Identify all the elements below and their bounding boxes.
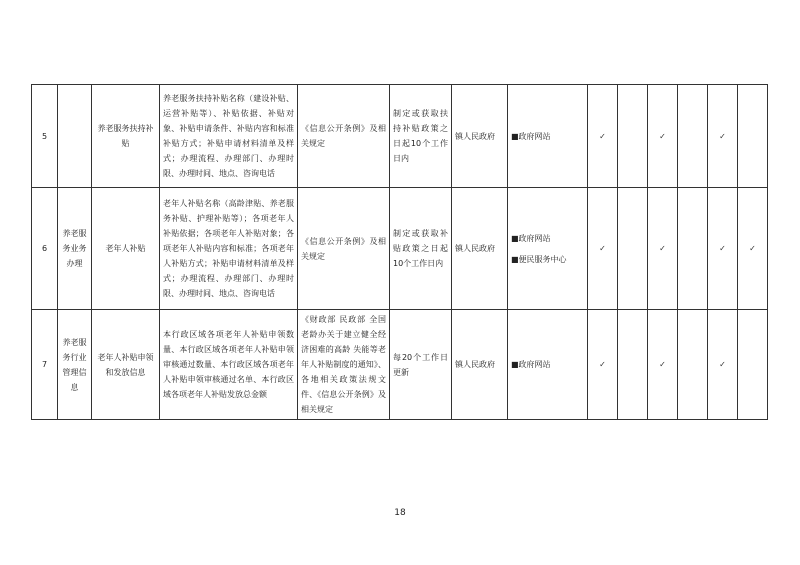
channel-item: ■便民服务中心 [511,254,567,264]
channel-item: ■政府网站 [511,131,551,141]
check-cell [738,85,768,188]
check-cell [678,85,708,188]
check-cell: ✓ [708,85,738,188]
check-cell: ✓ [588,85,618,188]
table-row [32,85,768,188]
check-cell: ✓ [588,310,618,420]
basis-cell: 《财政部 民政部 全国老龄办关于建立健全经济困难的高龄 失能等老年人补贴制度的通知》、各地相关政策法规文件、《信息公开条例》及相关规定 [298,310,390,420]
table-row [32,310,768,420]
row-number: 5 [32,85,58,188]
check-cell [678,310,708,420]
page-number: 18 [394,508,406,518]
disclosure-table [31,84,768,420]
subject-cell: 镇人民政府 [452,188,508,310]
row-number: 6 [32,188,58,310]
content-cell: 养老服务扶持补贴名称（建设补贴、运营补贴等）、补贴依据、补贴对象、补贴申请条件、补贴内容和标准 补贴方式；补贴申请材料清单及样式；办理流程、办理部门、办理时限、办理时间、地点、咨询电话 [160,85,298,188]
item-cell: 老年人补贴申领和发放信息 [92,310,160,420]
check-cell [678,188,708,310]
category-cell: 养老服务行业管理信息 [58,310,92,420]
check-cell: ✓ [648,310,678,420]
channel-item: ■政府网站 [511,360,551,369]
check-cell: ✓ [708,310,738,420]
channel-item: ■政府网站 [511,233,551,243]
check-cell [618,188,648,310]
check-cell: ✓ [648,188,678,310]
check-cell [738,310,768,420]
content-cell: 本行政区域各项老年人补贴申领数量、本行政区域各项老年人补贴申领审核通过数量、本行政区域各项老年人补贴申领审核通过名单、本行政区域各项老年人补贴发放总金额 [160,310,298,420]
basis-cell: 《信息公开条例》及相关规定 [298,85,390,188]
table-row [32,188,768,310]
time-limit-cell: 制定或获取扶持补贴政策之日起10个工作日内 [390,85,452,188]
row-number: 7 [32,310,58,420]
check-cell: ✓ [588,188,618,310]
check-cell: ✓ [648,85,678,188]
basis-cell: 《信息公开条例》及相关规定 [298,188,390,310]
time-limit-cell: 每20个工作日更新 [390,310,452,420]
channel-cell [508,188,588,310]
category-cell: 养老服务业务办理 [58,188,92,310]
check-cell: ✓ [738,188,768,310]
check-cell: ✓ [708,188,738,310]
item-cell: 老年人补贴 [92,188,160,310]
check-cell [618,85,648,188]
subject-cell: 镇人民政府 [452,310,508,420]
channel-cell [508,310,588,420]
item-cell: 养老服务扶持补贴 [92,85,160,188]
category-cell [58,85,92,188]
content-cell: 老年人补贴名称（高龄津贴、养老服务补贴、护理补贴等）；各项老年人补贴依据；各项老年人补贴对象；各项老年人补贴内容和标准；各项老年人补贴方式；补贴申请材料清单及样式；办理流程、办理部门、办理时限、办理时间、地点、咨询电话 [160,188,298,310]
subject-cell: 镇人民政府 [452,85,508,188]
check-cell [618,310,648,420]
channel-cell [508,85,588,188]
time-limit-cell: 制定或获取补贴政策之日起10个工作日内 [390,188,452,310]
